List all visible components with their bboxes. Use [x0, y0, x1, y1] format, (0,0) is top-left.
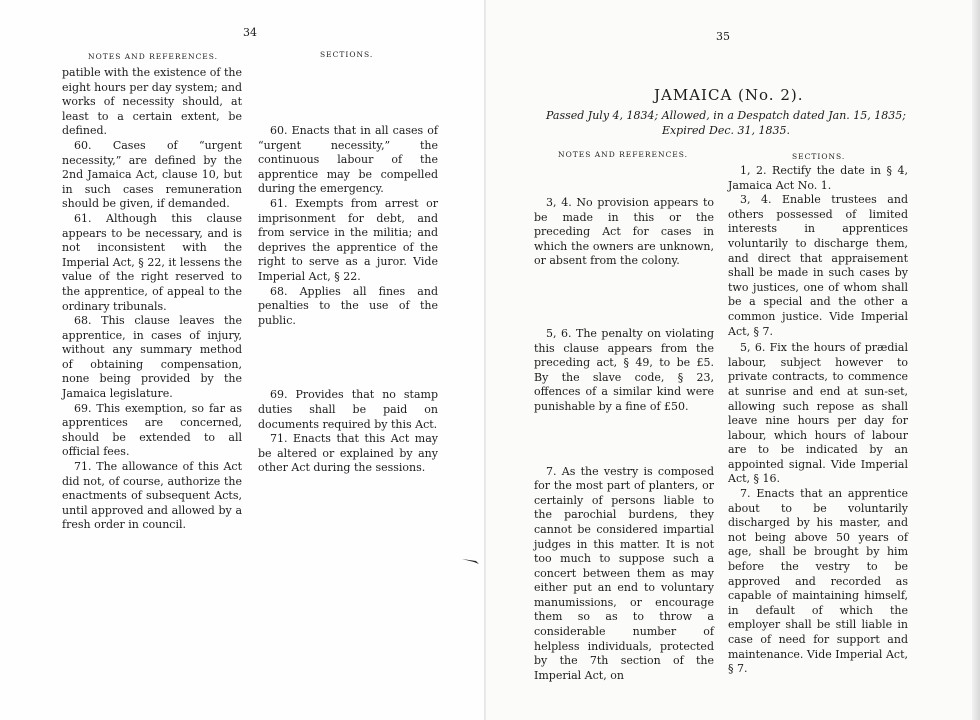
section-paragraph: 69. Provides that no stamp duties shall be paid on documents required by this Act.: [258, 388, 438, 431]
right-page: [486, 0, 980, 720]
note-paragraph: 3, 4. No provision appears to be made in this or the preceding Act for cases in which the owners are unknown, or absent from the colony.: [534, 196, 714, 268]
section-paragraph: 1, 2. Rectify the date in § 4, Jamaica Act No. 1.: [728, 164, 908, 192]
note-paragraph: patible with the existence of the eight hours per day system; and works of necessity should, at least to a certain extent, be defined.: [62, 66, 242, 138]
notes-heading: NOTES AND REFERENCES.: [558, 150, 689, 159]
section-paragraph: 61. Exempts from arrest or imprisonment for debt, and from service in the militia; and deprives the apprentice of the right to serve as a juror. Vide Imperial Act, § 22.: [258, 196, 438, 283]
page-edge: [972, 0, 980, 720]
sections-heading: SECTIONS.: [792, 152, 846, 161]
section-paragraph: 68. Applies all fines and penalties to the use of the public.: [258, 284, 438, 327]
note-paragraph: 61. Although this clause appears to be necessary, and is not inconsistent with the Imperial Act, § 22, it lessens the value of the right reserved to the apprentice, of appeal to the ordinary tribunals.: [62, 211, 242, 313]
note-paragraph: 60. Cases of “urgent necessity,” are defined by the 2nd Jamaica Act, clause 10, but in such cases remuneration should be given, if demanded.: [62, 138, 242, 211]
section-paragraph: 60. Enacts that in all cases of “urgent necessity,” the continuous labour of the apprentice may be compelled during the emergency.: [258, 124, 438, 196]
notes-column: [534, 196, 714, 683]
sections-heading: SECTIONS.: [320, 50, 374, 59]
note-paragraph: 71. The allowance of this Act did not, of course, authorize the enactments of subsequent Acts, until approved and allowed by a fresh order in council.: [62, 460, 242, 532]
page-number: 34: [243, 26, 257, 39]
page-number: 35: [716, 30, 730, 43]
sections-column: [728, 164, 908, 677]
notes-heading: NOTES AND REFERENCES.: [88, 52, 219, 61]
act-dates: [526, 108, 926, 138]
note-paragraph: 7. As the vestry is composed for the most part of planters, or certainly of persons liable to the parochial burdens, they cannot be considered impartial judges in this matter. It is not too much to suppose such a concert between them as may either put an end to voluntary manumissions, or encourage them so as to throw a considerable number of helpless individuals, protected by the 7th section of the Imperial Act, on: [534, 464, 714, 682]
section-paragraph: 3, 4. Enable trustees and others possessed of limited interests in apprentices voluntarily to discharge them, and direct that appraisement shall be made in such cases by two justices, one of whom shall be a special and the other a common justice. Vide Imperial Act, § 7.: [728, 193, 908, 338]
note-paragraph: 5, 6. The penalty on violating this clause appears from the preceding act, § 49, to be £5. By the slave code, § 23, offences of a similar kind were punishable by a fine of £50.: [534, 326, 714, 413]
left-page: [0, 0, 486, 720]
section-paragraph: 7. Enacts that an apprentice about to be voluntarily discharged by his master, and not being above 50 years of age, shall be brought by him before the vestry to be approved and recorded as capable of maintaining himself, in default of which the employer shall be still liable in case of need for support and maintenance. Vide Imperial Act, § 7.: [728, 487, 908, 676]
note-paragraph: 69. This exemption, so far as apprentices are concerned, should be extended to all official fees.: [62, 401, 242, 459]
ink-mark-icon: [462, 558, 480, 564]
act-dates-line: Passed July 4, 1834; Allowed, in a Despatch dated Jan. 15, 1835;: [546, 109, 906, 122]
act-title: JAMAICA (No. 2).: [654, 86, 804, 104]
note-paragraph: 68. This clause leaves the apprentice, in cases of injury, without any summary method of obtaining compensation, none being provided by the Jamaica legislature.: [62, 314, 242, 401]
notes-column: [62, 66, 242, 533]
section-paragraph: 71. Enacts that this Act may be altered or explained by any other Act during the sessions.: [258, 432, 438, 475]
act-dates-line: Expired Dec. 31, 1835.: [661, 124, 791, 137]
sections-column: [258, 124, 438, 476]
section-paragraph: 5, 6. Fix the hours of prædial labour, subject however to private contracts, to commence at sunrise and end at sun-set, allowing such repose as shall leave nine hours per day for labour, which hours of labour are to be indicated by an appointed signal. Vide Imperial Act, § 16.: [728, 341, 908, 486]
